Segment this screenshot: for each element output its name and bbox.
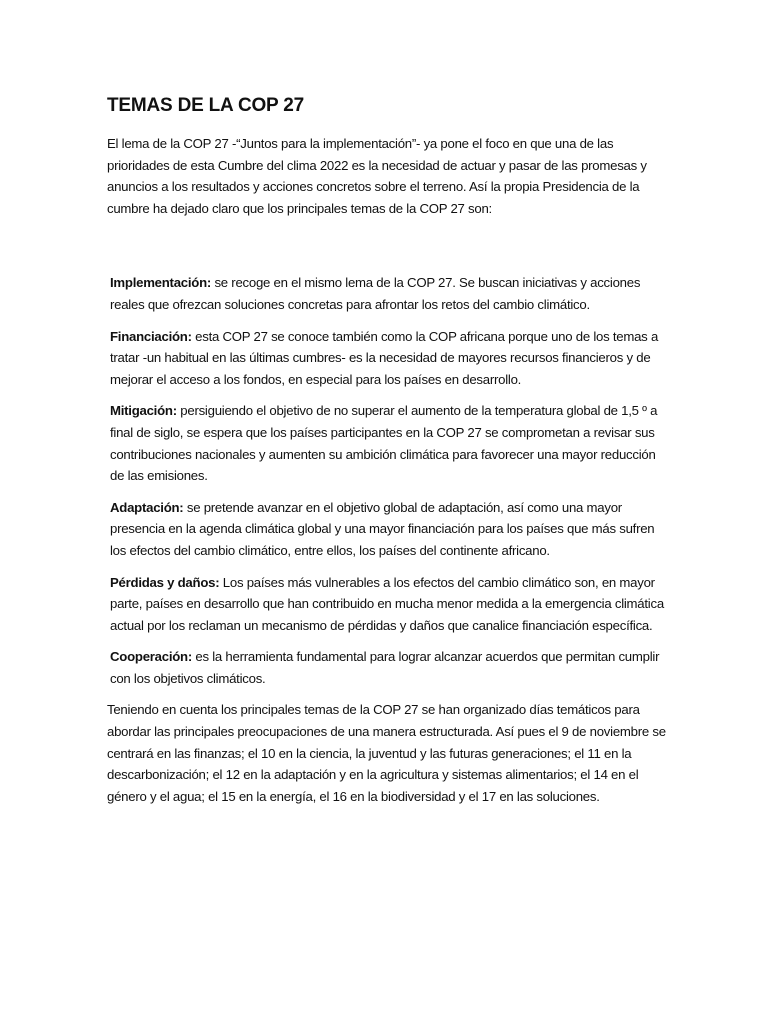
topic-text: es la herramienta fundamental para lograr alcanzar acuerdos que permitan cumplir con los objetivos climáticos. (110, 649, 660, 686)
topic-adaptacion (107, 497, 667, 562)
topic-text: se pretende avanzar en el objetivo global de adaptación, así como una mayor presencia en la agenda climática global y una mayor financiación para los países que más sufren los efectos del cambio climático, entre ellos, los países del continente africano. (110, 499, 655, 558)
topic-text: Los países más vulnerables a los efectos del cambio climático son, en mayor parte, países en desarrollo que han contribuido en mucha menor medida a la emergencia climática actual por los reclaman un mecanismo de pérdidas y daños que canalice financiación específica. (110, 574, 664, 633)
topic-perdidas-y-danos (107, 572, 667, 637)
topic-term: Cooperación: (110, 649, 192, 665)
topic-text: persiguiendo el objetivo de no superar el aumento de la temperatura global de 1,5 º a final de siglo, se espera que los países participantes en la COP 27 se comprometan a revisar sus contribuciones nacionales y aumenten su ambición climática para favorecer una mayor reducción de las emisiones. (110, 403, 658, 484)
topic-text: esta COP 27 se conoce también como la COP africana porque uno de los temas a tratar -un habitual en las últimas cumbres- es la necesidad de mayores recursos financieros y de mejorar el acceso a los fondos, en especial para los países en desarrollo. (110, 328, 659, 387)
topic-financiacion (107, 326, 667, 391)
document-title: TEMAS DE LA COP 27 (107, 95, 304, 116)
topic-term: Financiación: (110, 328, 192, 344)
topic-mitigacion (107, 400, 667, 486)
topic-text: se recoge en el mismo lema de la COP 27. Se buscan iniciativas y acciones reales que ofrezcan soluciones concretas para afrontar los retos del cambio climático. (110, 275, 641, 312)
document-page (107, 93, 667, 807)
topic-implementacion (107, 272, 667, 315)
closing-paragraph: Teniendo en cuenta los principales temas de la COP 27 se han organizado días temáticos para abordar las principales preocupaciones de una manera estructurada. Así pues el 9 de noviembre se centrará en las finanzas; el 10 en la ciencia, la juventud y las futuras generaciones; el 11 en la descarbonización; el 12 en la adaptación y en la agricultura y sistemas alimentarios; el 14 en el género y el agua; el 15 en la energía, el 16 en la biodiversidad y el 17 en las soluciones. (107, 702, 666, 804)
topic-cooperacion (107, 646, 667, 689)
topic-term: Adaptación: (110, 499, 184, 515)
topic-term: Pérdidas y daños: (110, 574, 220, 590)
topic-term: Mitigación: (110, 403, 177, 419)
topic-term: Implementación: (110, 275, 212, 291)
intro-paragraph: El lema de la COP 27 -“Juntos para la implementación”- ya pone el foco en que una de las prioridades de esta Cumbre del clima 2022 es la necesidad de actuar y pasar de las promesas y anuncios a los resultados y acciones concretos sobre el terreno. Así la propia Presidencia de la cumbre ha dejado claro que los principales temas de la COP 27 son: (107, 136, 647, 216)
